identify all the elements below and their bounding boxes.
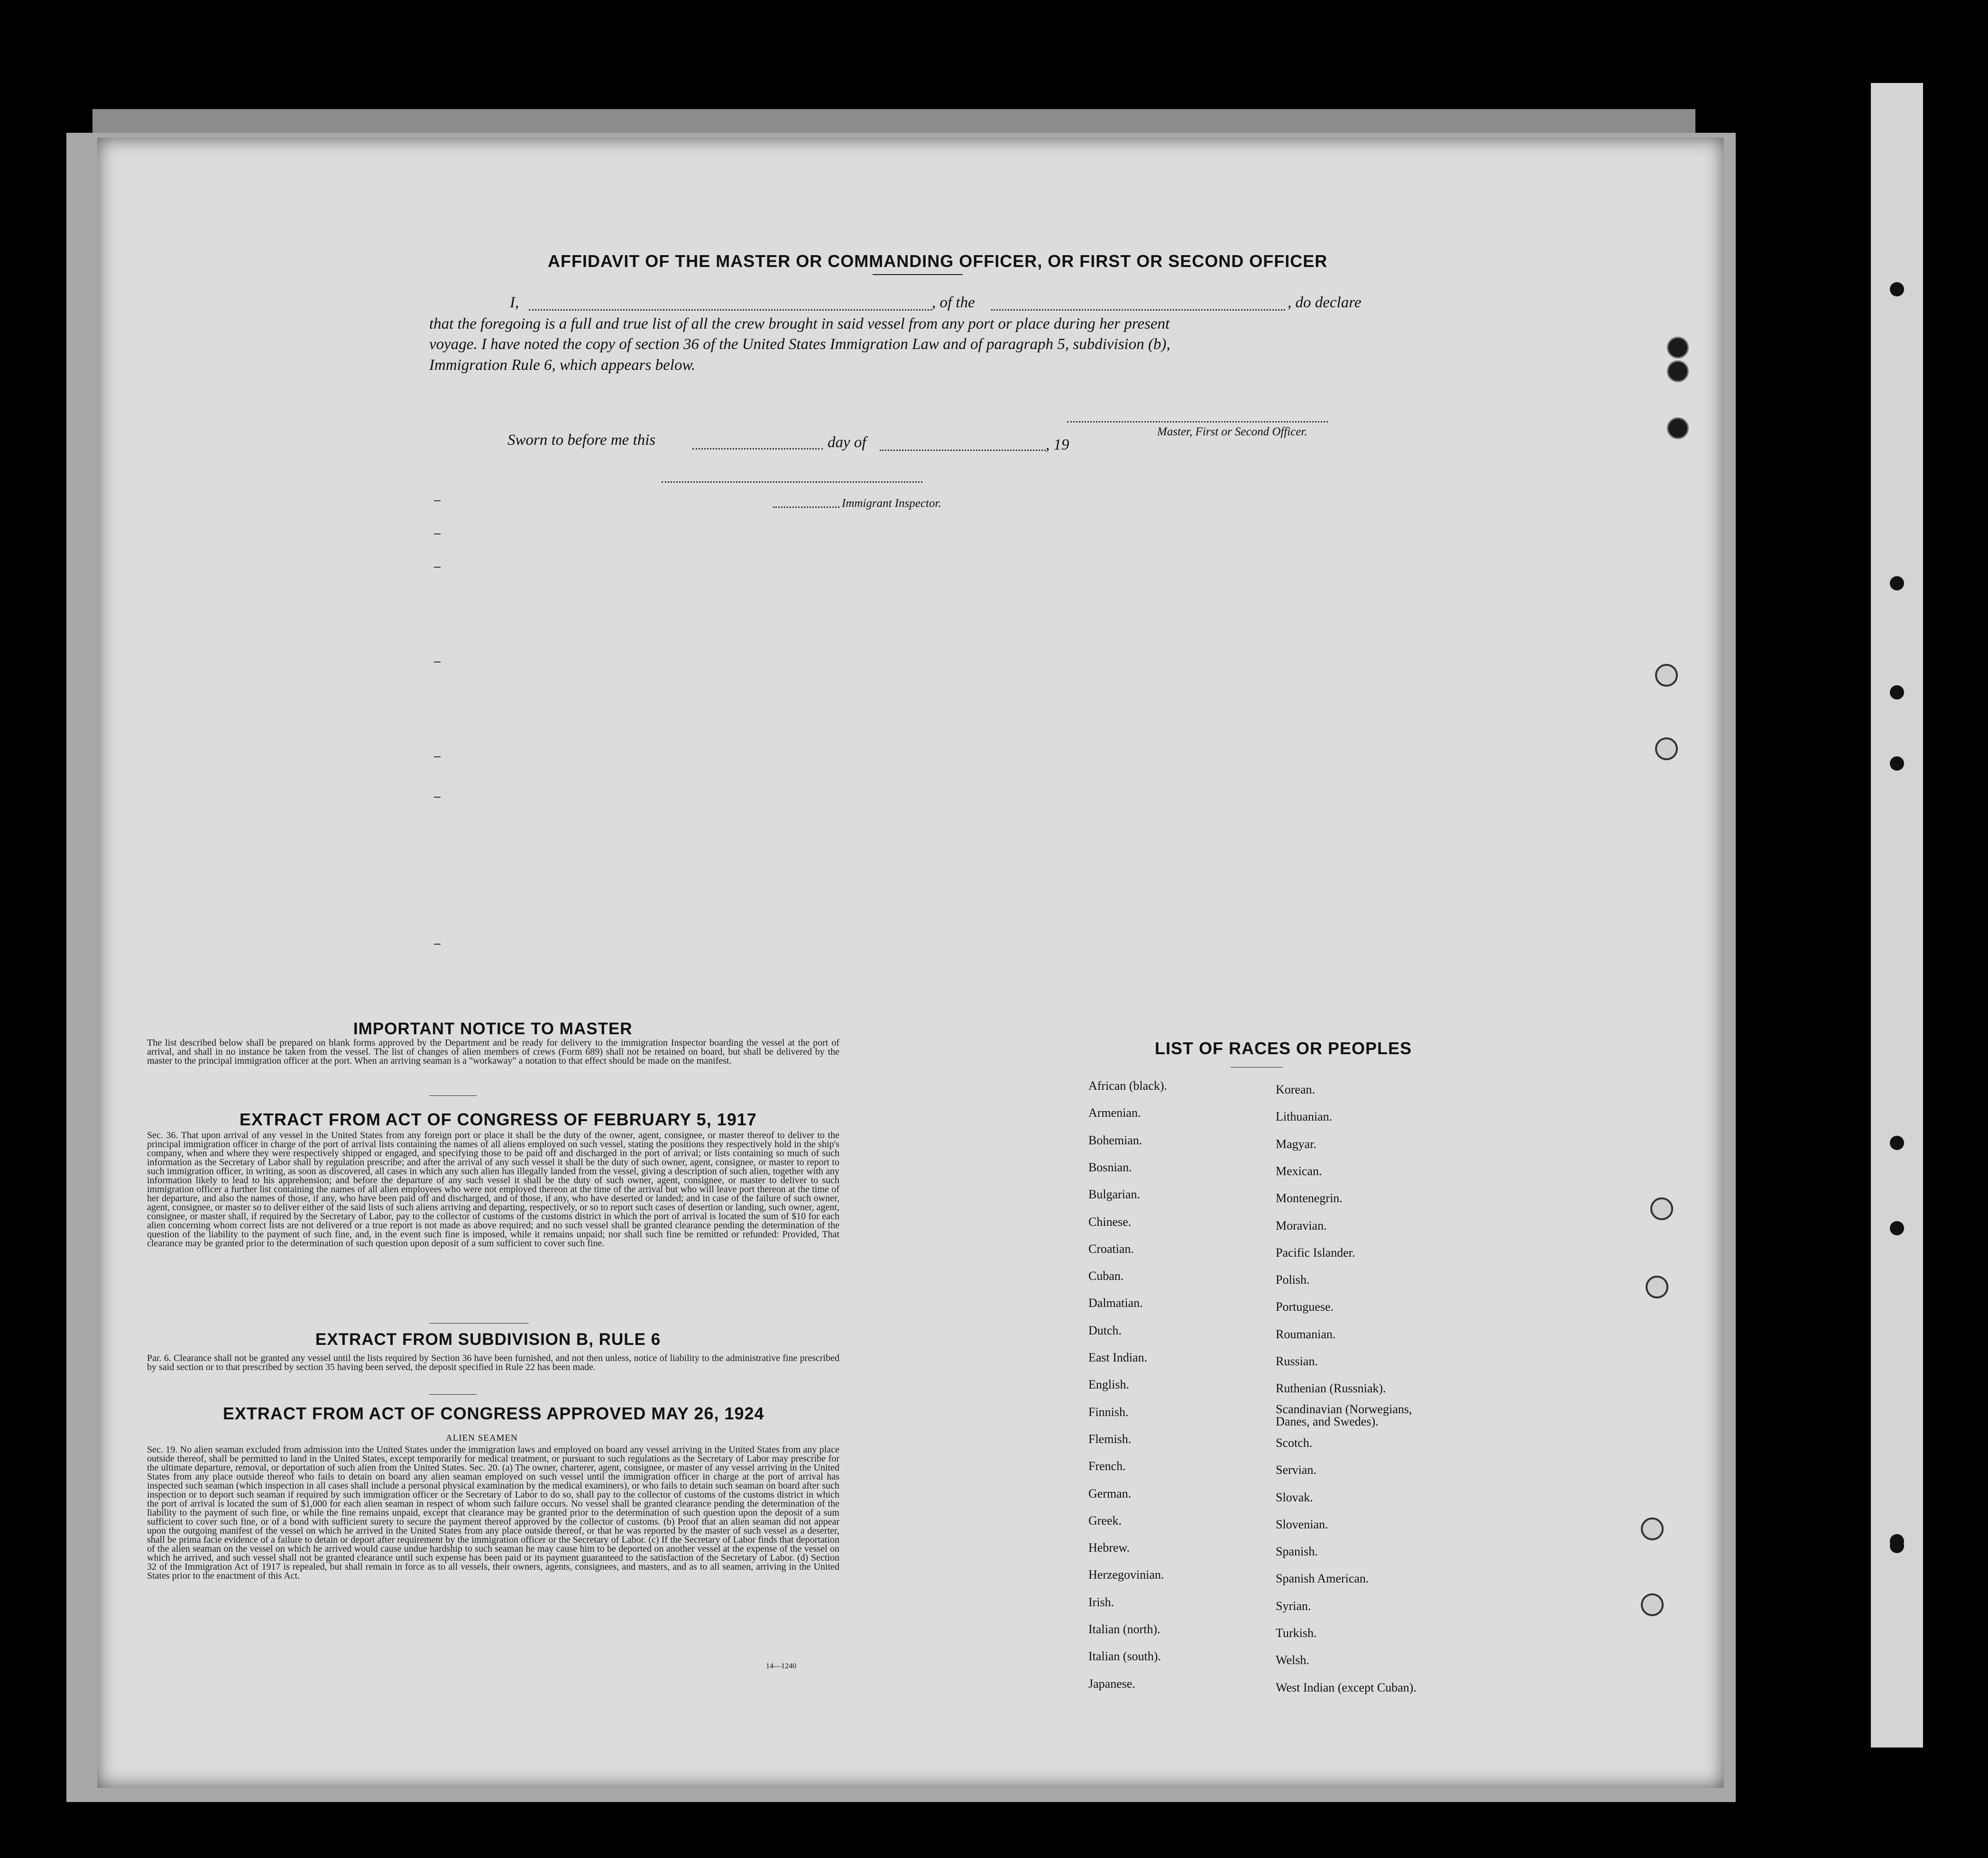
- extract-rule6-title: EXTRACT FROM SUBDIVISION B, RULE 6: [315, 1330, 661, 1349]
- punch-hole-icon: [1650, 1197, 1673, 1220]
- race-item: Moravian.: [1276, 1218, 1327, 1233]
- races-title: LIST OF RACES OR PEOPLES: [1155, 1039, 1412, 1058]
- race-item: Welsh.: [1276, 1653, 1309, 1667]
- binding-hole-icon: [1890, 282, 1904, 296]
- notice-body: The list described below shall be prepared on blank forms approved by the Department and be ready for delivery to the immigration Inspector boarding the vessel at the port of arrival, and shall in no instance be taken from the vessel. The list of changes of alien members of crews (Form 689) shall not be retained on board, but shall be delivered by the master to the principal immigration officer at the port. When an arriving seaman is a "workaway" a notation to that effect should be made on the manifest.: [147, 1038, 839, 1066]
- race-item: African (black).: [1088, 1079, 1168, 1093]
- master-signature-line: [1067, 421, 1328, 423]
- race-item: Magyar.: [1276, 1137, 1316, 1151]
- race-item: German.: [1088, 1486, 1132, 1500]
- race-item: Hebrew.: [1088, 1541, 1130, 1555]
- title-underline: [873, 274, 963, 275]
- binding-hole-icon: [1890, 756, 1904, 771]
- race-item: Spanish American.: [1276, 1572, 1369, 1586]
- form-number: 14—1240: [766, 1662, 796, 1670]
- extract-1917-title: EXTRACT FROM ACT OF CONGRESS OF FEBRUARY 5, 1917: [239, 1110, 757, 1129]
- affidavit-line2: that the foregoing is a full and true list of all the crew brought in said vessel from any port or place during her present: [429, 315, 1170, 332]
- race-item: Herzegovinian.: [1088, 1568, 1164, 1582]
- punch-hole-icon: [1667, 417, 1689, 439]
- margin-mark: [434, 944, 441, 945]
- affidavit-line3: voyage. I have noted the copy of section 36 of the United States Immigration Law and of paragraph 5, subdivision (b),: [429, 336, 1170, 353]
- sworn-year: , 19: [1046, 436, 1069, 453]
- race-item: Dalmatian.: [1088, 1296, 1143, 1310]
- race-item: Ruthenian (Russniak).: [1276, 1381, 1386, 1396]
- inspector-signature-line: [662, 481, 922, 483]
- race-item: Japanese.: [1088, 1676, 1135, 1691]
- sworn-text: Sworn to before me this: [507, 432, 656, 449]
- extract-1917-body: Sec. 36. That upon arrival of any vessel in the United States from any foreign port or place it shall be the duty of the owner, agent, consignee, or master thereof to deliver to the principal immigration officer in charge of the port of arrival lists containing the names of all aliens employed on such vessel, stating the positions they respectively hold in the ship's company, when and where they were respectively shipped or engaged, and specifying those to be paid off and discharged in the port of arrival; or lists containing so much of such information as the Secretary of Labor shall by regulation prescribe; and after the arrival of any such vessel it shall be the duty of such owner, agent, consignee, or master to report to such immigration officer, in writing, as soon as discovered, all cases in which any such alien has illegally landed from the vessel, giving a description of such alien, together with any information likely to lead to his apprehension; and before the departure of any such vessel it shall be the duty of such owner, agent, consignee, or master to deliver to such immigration officer a further list containing the names of all alien employees who were not employed thereon at the time of the arrival but who will leave port thereon at the time of her departure, and also the names of those, if any, who have been paid off and discharged, and of those, if any, who have deserted or landed; and in case of the failure of such owner, agent, consignee, or master so to deliver either of the said lists of such aliens arriving and departing, respectively, or so to report such cases of desertion or landing, such owner, agent, consignee, or master shall, if required by the Secretary of Labor, pay to the collector of customs of the customs district in which the port of arrival is located the sum of $10 for each alien concerning whom correct lists are not delivered or a true report is not made as above required; and no such vessel shall be granted clearance pending the determination of the question of the liability to the payment of such fine, and, in the event such fine is imposed, while it remains unpaid; nor shall such fine be remitted or refunded: Provided, That clearance may be granted prior to the determination of such question upon deposit of a sum sufficient to cover such fine.: [147, 1130, 839, 1249]
- race-item: Italian (south).: [1088, 1649, 1161, 1664]
- race-item: Slovenian.: [1276, 1517, 1328, 1531]
- race-item: Roumanian.: [1276, 1327, 1336, 1341]
- punch-hole-icon: [1646, 1276, 1668, 1298]
- race-item: Slovak.: [1276, 1490, 1313, 1504]
- punch-hole-icon: [1667, 337, 1689, 359]
- race-item: Scotch.: [1276, 1435, 1313, 1450]
- race-item: Croatian.: [1088, 1242, 1134, 1256]
- affidavit-line1-mid: , of the: [932, 294, 975, 311]
- race-item: Chinese.: [1088, 1214, 1132, 1229]
- race-item: Bosnian.: [1088, 1160, 1132, 1174]
- race-item: Cuban.: [1088, 1269, 1124, 1283]
- extract-1917-divider: [429, 1323, 529, 1324]
- punch-hole-icon: [1655, 737, 1678, 760]
- extract-1924-body: Sec. 19. No alien seaman excluded from admission into the United States under the immigration laws and employed on board any vessel arriving in the United States from any place outside thereof, shall be permitted to land in the United States, except temporarily for medical treatment, or pursuant to such regulations as the Secretary of Labor may prescribe for the ultimate departure, removal, or deportation of such alien from the United States. Sec. 20. (a) The owner, charterer, agent, consignee, or master of any vessel arriving in the United States from any place outside thereof who fails to detain on board any alien seaman employed on such vessel until the immigration officer in charge at the port of arrival has inspected such seaman (which inspection in all cases shall include a personal physical examination by the medical examiners), or who fails to detain such seaman on board after such inspection or to deport such seaman if required by such immigration officer or the Secretary of Labor to do so, shall pay to the collector of customs of the customs district in which the port of arrival is located the sum of $1,000 for each alien seaman in respect of whom such failure occurs. No vessel shall be granted clearance pending the determination of the liability to the payment of such fine, or while the fine remains unpaid, except that clearance may be granted prior to the determination of such question upon the deposit of a sum sufficient to cover such fine, or of a bond with sufficient surety to secure the payment thereof approved by the collector of customs. (b) Proof that an alien seaman did not appear upon the outgoing manifest of the vessel on which he arrived in the United States from any place outside thereof, or that he was reported by the master of such vessel as a deserter, shall be prima facie evidence of a failure to detain or deport after requirement by the immigration officer or the Secretary of Labor. (c) If the Secretary of Labor finds that deportation of the alien seaman on the vessel on which he arrived would cause undue hardship to such seaman he may cause him to be deported on another vessel at the expense of the vessel on which he arrived, and such vessel shall not be granted clearance until such expense has been paid or its payment guaranteed to the satisfaction of the Secretary of Labor. (d) Section 32 of the Immigration Act of 1917 is repealed, but shall remain in force as to all vessels, their owners, agents, consignees, and masters, and as to all seamen, arriving in the United States prior to the enactment of this Act.: [147, 1444, 839, 1581]
- notice-title: IMPORTANT NOTICE TO MASTER: [353, 1020, 633, 1038]
- affidavit-title: AFFIDAVIT OF THE MASTER OR COMMANDING OFFICER, OR FIRST OR SECOND OFFICER: [548, 251, 1328, 271]
- race-item: Greek.: [1088, 1513, 1122, 1527]
- race-item: Scandinavian (Norwegians, Danes, and Swedes).: [1276, 1402, 1412, 1428]
- margin-mark: [434, 797, 441, 798]
- race-item: Korean.: [1276, 1083, 1316, 1096]
- race-item: Finnish.: [1088, 1405, 1129, 1419]
- race-item: French.: [1088, 1459, 1126, 1473]
- punch-hole-icon: [1641, 1518, 1664, 1540]
- race-item: Dutch.: [1088, 1323, 1122, 1337]
- binding-hole-icon: [1890, 1136, 1904, 1150]
- race-item: Italian (north).: [1088, 1622, 1160, 1636]
- race-item: Montenegrin.: [1276, 1191, 1343, 1205]
- race-item: Portuguese.: [1276, 1300, 1334, 1314]
- race-item: Armenian.: [1088, 1106, 1141, 1120]
- race-item: Syrian.: [1276, 1599, 1311, 1613]
- margin-mark: [434, 533, 441, 534]
- race-item: West Indian (except Cuban).: [1276, 1680, 1417, 1694]
- race-item: Russian.: [1276, 1354, 1318, 1368]
- notice-divider: [429, 1095, 477, 1096]
- race-item: East Indian.: [1088, 1351, 1148, 1364]
- punch-hole-icon: [1655, 664, 1678, 687]
- race-item: Lithuanian.: [1276, 1110, 1333, 1124]
- race-item: Spanish.: [1276, 1545, 1318, 1559]
- vessel-blank: [991, 309, 1285, 311]
- margin-mark: [434, 756, 441, 757]
- extract-1924-subtitle: ALIEN SEAMEN: [446, 1433, 518, 1443]
- punch-hole-icon: [1641, 1593, 1664, 1616]
- extract-rule6-body: Par. 6. Clearance shall not be granted any vessel until the lists required by Section 36 have been furnished, and not then unless, notice of liability to the administrative fine prescribed by said section or to that prescribed by section 35 having been served, the deposit specified in Rule 22 has been made.: [147, 1353, 839, 1372]
- affidavit-line1-start: I,: [510, 294, 519, 311]
- binding-hole-icon: [1890, 576, 1904, 590]
- binding-hole-icon: [1890, 1539, 1904, 1553]
- binding-hole-icon: [1890, 685, 1904, 699]
- master-signature-label: Master, First or Second Officer.: [1157, 425, 1307, 438]
- sworn-month-blank: [880, 450, 1046, 451]
- race-item: Pacific Islander.: [1276, 1245, 1355, 1260]
- binding-strip: [1871, 83, 1923, 1748]
- punch-hole-icon: [1667, 360, 1689, 382]
- race-item: Servian.: [1276, 1463, 1316, 1477]
- affidavit-line1-end: , do declare: [1288, 294, 1362, 311]
- race-item: Irish.: [1088, 1595, 1114, 1609]
- extract-1924-title: EXTRACT FROM ACT OF CONGRESS APPROVED MAY 26, 1924: [223, 1404, 764, 1423]
- race-item: Bulgarian.: [1088, 1187, 1141, 1202]
- extract-rule6-divider: [429, 1394, 477, 1395]
- sworn-day-blank: [692, 448, 823, 450]
- race-item: Bohemian.: [1088, 1133, 1142, 1147]
- binding-hole-icon: [1890, 1221, 1904, 1235]
- race-item: English.: [1088, 1378, 1129, 1392]
- margin-mark: [434, 500, 441, 501]
- race-item: Flemish.: [1088, 1432, 1132, 1446]
- name-blank: [529, 309, 932, 311]
- affidavit-line4: Immigration Rule 6, which appears below.: [429, 357, 696, 374]
- sworn-day-of: day of: [828, 434, 866, 451]
- race-item: Polish.: [1276, 1273, 1310, 1287]
- inspector-label: Immigrant Inspector.: [842, 497, 941, 510]
- inspector-short-line: [773, 506, 839, 508]
- race-item: Turkish.: [1276, 1626, 1317, 1640]
- margin-mark: [434, 567, 441, 568]
- race-item: Mexican.: [1276, 1164, 1322, 1178]
